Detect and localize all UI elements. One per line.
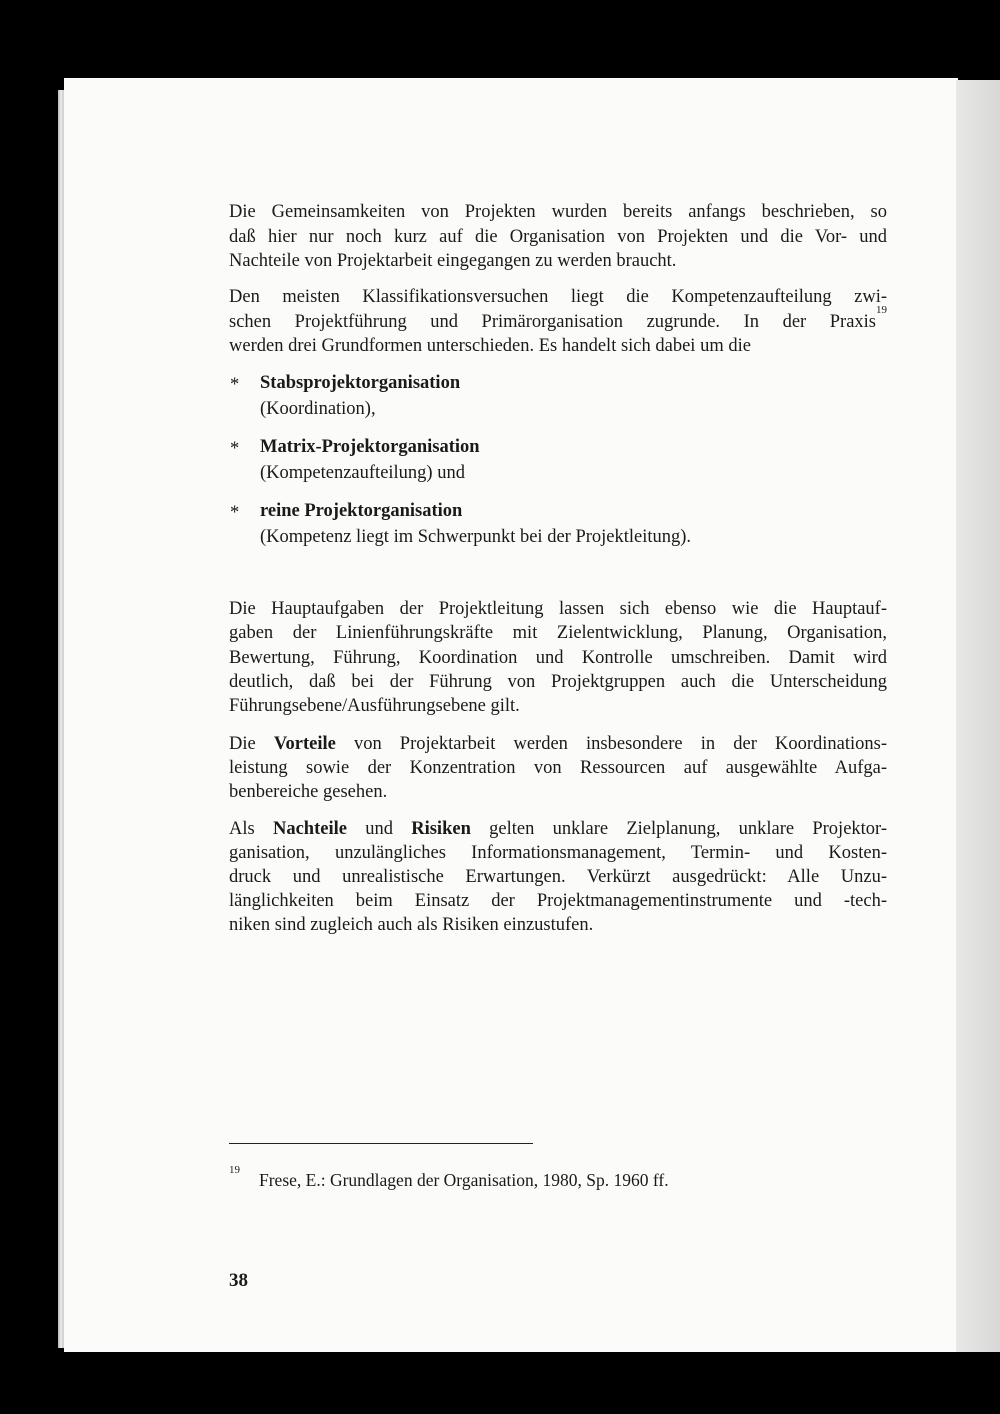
text-span: gelten unklare Zielplanung, unklare Projektor-: [470, 819, 887, 839]
bold-term: Vorteile: [273, 734, 336, 754]
bold-term: Nachteile: [272, 819, 347, 839]
text-line: Den meisten Klassifikationsversuchen liegt die Kompetenzaufteilung zwi-: [229, 287, 887, 307]
bullet-marker: *: [230, 439, 240, 459]
text-span: Als: [229, 819, 273, 839]
text-line: [229, 817, 887, 841]
footnote-number: 19: [229, 1164, 240, 1176]
bullet-desc: (Kompetenz liegt im Schwerpunkt bei der Projektleitung).: [260, 527, 692, 547]
text-span: und: [346, 819, 412, 839]
text-line: druck und unrealistische Erwartungen. Verkürzt ausgedrückt: Alle Unzu-: [229, 867, 887, 887]
page-number: 38: [229, 1270, 248, 1291]
text-line: Die Gemeinsamkeiten von Projekten wurden bereits anfangs beschrieben, so: [229, 202, 887, 222]
bullet-title: Stabsprojektorganisation: [260, 373, 461, 393]
footnote-text: Frese, E.: Grundlagen der Organisation, 1980, Sp. 1960 ff.: [259, 1170, 669, 1190]
text-line: Bewertung, Führung, Koordination und Kontrolle umschreiben. Damit wird: [229, 648, 887, 668]
text-line: werden drei Grundformen unterschieden. Es handelt sich dabei um die: [229, 336, 751, 356]
text-line: länglichkeiten beim Einsatz der Projektmanagementinstrumente und -tech-: [229, 891, 887, 911]
text-line: deutlich, daß bei der Führung von Projektgruppen auch die Unterscheidung: [229, 672, 887, 692]
text-line: niken sind zugleich auch als Risiken einzustufen.: [229, 915, 594, 935]
text-line: [229, 732, 887, 756]
text-line: gaben der Linienführungskräfte mit Zielentwicklung, Planung, Organisation,: [229, 623, 887, 643]
footnote-separator: [229, 1143, 533, 1144]
bullet-marker: *: [230, 375, 240, 395]
bullet-marker: *: [230, 503, 240, 523]
footnote-ref: 19: [876, 304, 887, 316]
text-line: Nachteile von Projektarbeit eingegangen zu werden braucht.: [229, 251, 677, 271]
text-line: benbereiche gesehen.: [229, 782, 388, 802]
facing-page-strip: [956, 80, 1000, 1352]
text-line: [229, 304, 887, 334]
text-line: ganisation, unzulängliches Informationsmanagement, Termin- und Kosten-: [229, 843, 887, 863]
bullet-desc: (Kompetenzaufteilung) und: [260, 463, 465, 483]
text-span: von Projektarbeit werden insbesondere in der Koordinations-: [335, 734, 887, 754]
text-line: daß hier nur noch kurz auf die Organisation von Projekten und die Vor- und: [229, 227, 887, 247]
text-span: Die: [229, 734, 274, 754]
bullet-title: reine Projektorganisation: [260, 501, 463, 521]
bullet-title: Matrix-Projektorganisation: [260, 437, 480, 457]
text-line: leistung sowie der Konzentration von Ressourcen auf ausgewählte Aufga-: [229, 758, 887, 778]
text-line: Die Hauptaufgaben der Projektleitung lassen sich ebenso wie die Hauptauf-: [229, 599, 887, 619]
text-line: Führungsebene/Ausführungsebene gilt.: [229, 696, 520, 716]
bullet-desc: (Koordination),: [260, 399, 376, 419]
text-line-content: schen Projektführung und Primärorganisation zugrunde. In der Praxis: [229, 312, 876, 332]
bold-term: Risiken: [411, 819, 471, 839]
